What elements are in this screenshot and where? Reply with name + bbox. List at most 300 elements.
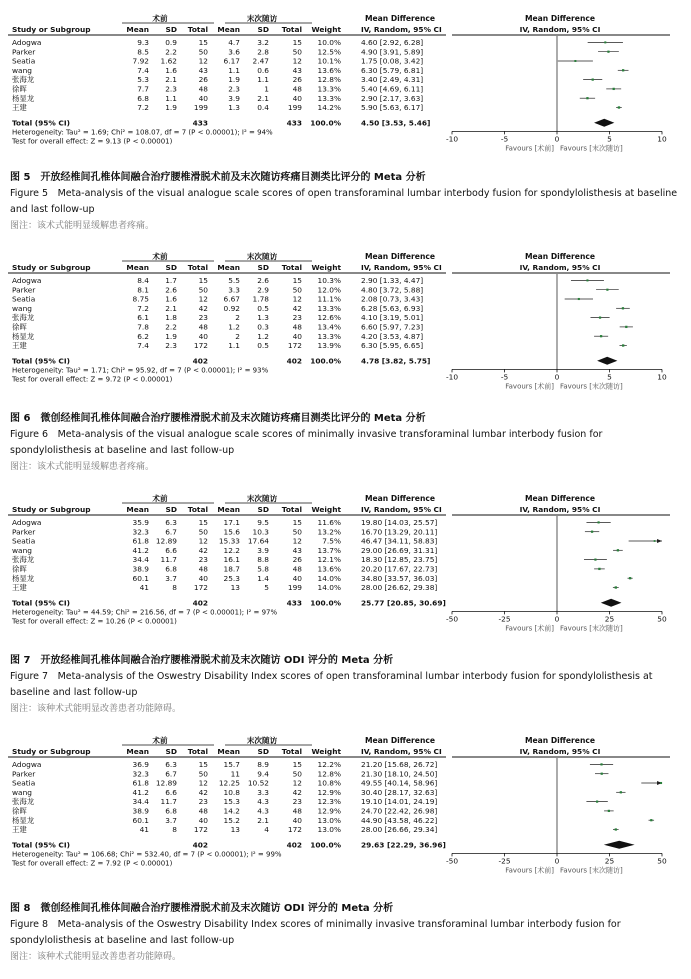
study-sd-pre: 1.8 — [165, 313, 177, 323]
column-header-total-pre: Total — [187, 505, 208, 514]
study-weight: 13.3% — [317, 303, 341, 313]
study-sd-pre: 1.6 — [165, 65, 177, 75]
figure-7-caption-zh: 图 7 开放经椎间孔椎体间融合治疗腰椎滑脱术前及末次随访 ODI 评分的 Meta 分析 — [10, 655, 394, 666]
study-total-post: 12 — [292, 56, 302, 66]
study-sd-pre: 0.9 — [165, 38, 177, 47]
forest-plot-svg-5 — [0, 12, 691, 160]
pooled-effect-diamond — [597, 357, 617, 365]
study-name: Adogwa — [12, 38, 42, 47]
figure-5-caption-en-line2: and last follow-up — [10, 204, 95, 215]
column-header-mean-pre: Mean — [126, 263, 149, 272]
group-header-post: 末次随访 — [246, 252, 278, 261]
study-total-pre: 23 — [198, 797, 208, 807]
md-header-title-left: Mean Difference — [364, 494, 436, 503]
study-mean-post: 12.2 — [223, 545, 240, 555]
x-axis-tick-label: 50 — [657, 614, 667, 624]
x-axis-tick-label: -5 — [500, 134, 509, 144]
study-ci-text: 6.28 [5.63, 6.93] — [361, 303, 424, 313]
column-header-md-method-right: IV, Random, 95% CI — [519, 747, 601, 756]
favours-right-label: Favours [末次随访] — [560, 382, 623, 391]
study-sd-post: 2.6 — [257, 276, 269, 285]
study-point-estimate — [592, 78, 594, 80]
study-ci-text: 46.47 [34.11, 58.83] — [361, 536, 438, 546]
group-header-pre: 术前 — [152, 494, 168, 503]
study-mean-post: 5.5 — [228, 276, 240, 285]
study-name: Adogwa — [12, 760, 42, 769]
forest-plot-figure-7 — [0, 492, 691, 640]
figure-6-caption-block — [10, 412, 680, 474]
heterogeneity-text: Heterogeneity: Tau² = 1.69; Chi² = 108.07, df = 7 (P < 0.00001); I² = 94% — [12, 128, 273, 137]
study-mean-post: 2.3 — [228, 84, 240, 94]
study-mean-post: 3.3 — [228, 285, 240, 295]
study-mean-pre: 34.4 — [132, 797, 149, 807]
total-ci-text: 4.78 [3.82, 5.75] — [361, 356, 431, 366]
figure-6-caption-en-line1: Figure 6 Meta-analysis of the visual analogue scale scores of minimally invasive transforaminal lumbar interbody fusion for — [10, 429, 603, 440]
study-ci-text: 2.90 [2.17, 3.63] — [361, 93, 424, 103]
column-header-weight: Weight — [311, 505, 341, 514]
total-label: Total (95% CI) — [12, 598, 70, 608]
total-label: Total (95% CI) — [12, 356, 70, 366]
study-sd-pre: 6.8 — [165, 806, 177, 816]
study-mean-post: 13 — [230, 583, 240, 593]
study-total-pre: 43 — [198, 65, 208, 75]
study-total-pre: 48 — [198, 322, 208, 332]
study-weight: 10.0% — [317, 38, 341, 47]
total-weight: 100.0% — [310, 356, 341, 366]
study-mean-pre: 7.2 — [137, 103, 149, 113]
study-ci-text: 30.40 [28.17, 32.63] — [361, 787, 438, 797]
study-total-pre: 50 — [198, 769, 208, 779]
study-sd-post: 2.9 — [257, 285, 269, 295]
figure-7-caption-en-line2: baseline and last follow-up — [10, 687, 138, 698]
study-point-estimate — [606, 289, 608, 291]
favours-right-label: Favours [末次随访] — [560, 144, 623, 153]
study-mean-post: 15.3 — [223, 797, 240, 807]
x-axis-tick-label: 0 — [554, 856, 560, 866]
x-axis-tick-label: 25 — [604, 614, 615, 624]
forest-plot-svg-6 — [0, 250, 691, 398]
column-header-study: Study or Subgroup — [12, 747, 91, 756]
study-total-post: 42 — [292, 303, 302, 313]
study-name: 杨显龙 — [12, 93, 35, 103]
study-name: wang — [12, 65, 32, 75]
forest-plot-figure-6 — [0, 250, 691, 398]
study-total-post: 15 — [292, 276, 302, 285]
study-name: Parker — [12, 527, 36, 537]
study-mean-pre: 7.7 — [137, 84, 149, 94]
study-weight: 10.3% — [317, 276, 341, 285]
md-header-title-right: Mean Difference — [524, 736, 596, 745]
study-name: Parker — [12, 285, 36, 295]
study-weight: 14.0% — [317, 583, 341, 593]
study-sd-pre: 2.6 — [165, 285, 177, 295]
study-weight: 12.2% — [317, 760, 341, 769]
study-weight: 12.9% — [317, 806, 341, 816]
column-header-mean-post: Mean — [217, 25, 240, 34]
study-mean-post: 12.25 — [218, 778, 240, 788]
x-axis-tick-label: -25 — [498, 856, 511, 866]
study-ci-text: 1.75 [0.08, 3.42] — [361, 56, 424, 66]
study-sd-pre: 1.1 — [165, 93, 177, 103]
study-name: 徐晖 — [12, 564, 27, 574]
md-header-title-right: Mean Difference — [524, 252, 596, 261]
forest-plot-figure-8 — [0, 734, 691, 882]
study-mean-pre: 5.3 — [137, 75, 149, 85]
study-total-post: 172 — [287, 341, 302, 351]
figure-6-caption-zh: 图 6 微创经椎间孔椎体间融合治疗腰椎滑脱术前及末次随访疼痛目测类比评分的 Meta 分析 — [10, 413, 426, 424]
study-ci-text: 19.10 [14.01, 24.19] — [361, 797, 438, 807]
overall-effect-text: Test for overall effect: Z = 10.26 (P < 0.00001) — [12, 617, 177, 626]
study-total-pre: 15 — [198, 38, 208, 47]
study-total-post: 40 — [292, 93, 302, 103]
study-sd-post: 3.2 — [257, 38, 269, 47]
study-ci-text: 28.00 [26.62, 29.38] — [361, 583, 438, 593]
study-sd-post: 4 — [264, 825, 269, 835]
study-sd-pre: 6.7 — [165, 527, 177, 537]
study-total-post: 48 — [292, 806, 302, 816]
study-sd-post: 8.9 — [257, 760, 269, 769]
column-header-sd-pre: SD — [165, 747, 177, 756]
total-n-post: 402 — [286, 840, 302, 850]
favours-left-label: Favours [术前] — [505, 144, 554, 153]
column-header-total-post: Total — [281, 25, 302, 34]
figure-6-caption-en-line2: spondylolisthesis at baseline and last follow-up — [10, 445, 235, 456]
study-total-pre: 50 — [198, 47, 208, 57]
study-ci-text: 6.30 [5.95, 6.65] — [361, 341, 424, 351]
study-weight: 10.1% — [317, 56, 341, 66]
study-name: 杨显龙 — [12, 331, 35, 341]
study-sd-post: 8.8 — [257, 555, 269, 565]
column-header-md-method-left: IV, Random, 95% CI — [361, 263, 442, 272]
study-ci-text: 4.80 [3.72, 5.88] — [361, 285, 424, 295]
study-total-post: 15 — [292, 760, 302, 769]
study-point-estimate — [625, 326, 627, 328]
study-point-estimate — [591, 531, 593, 533]
group-header-pre: 术前 — [152, 252, 168, 261]
favours-right-label: Favours [末次随访] — [560, 866, 623, 875]
column-header-md-method-right: IV, Random, 95% CI — [519, 263, 601, 272]
study-sd-post: 1.4 — [257, 573, 269, 583]
study-total-pre: 40 — [198, 815, 208, 825]
column-header-sd-post: SD — [257, 263, 269, 272]
column-header-mean-pre: Mean — [126, 747, 149, 756]
column-header-mean-post: Mean — [217, 747, 240, 756]
study-total-pre: 48 — [198, 564, 208, 574]
study-total-pre: 15 — [198, 276, 208, 285]
study-ci-text: 24.70 [22.42, 26.98] — [361, 806, 438, 816]
forest-plot-figure-5 — [0, 12, 691, 160]
study-sd-pre: 6.7 — [165, 769, 177, 779]
study-sd-post: 1.1 — [257, 75, 269, 85]
figure-6-note: 图注：该术式能明显缓解患者疼痛。 — [10, 462, 155, 472]
study-weight: 14.0% — [317, 573, 341, 583]
study-weight: 11.6% — [317, 518, 341, 527]
figure-5-caption-en-line1: Figure 5 Meta-analysis of the visual analogue scale scores of open transforaminal lumbar interbody fusion for spondylolisthesis at baseline — [10, 188, 678, 199]
md-header-title-right: Mean Difference — [524, 14, 596, 23]
study-sd-post: 10.3 — [252, 527, 269, 537]
favours-left-label: Favours [术前] — [505, 382, 554, 391]
study-mean-pre: 7.8 — [137, 322, 149, 332]
study-mean-pre: 60.1 — [132, 573, 149, 583]
study-total-post: 26 — [292, 555, 302, 565]
study-name: 徐晖 — [12, 806, 27, 816]
group-header-post: 末次随访 — [246, 494, 278, 503]
study-sd-post: 0.6 — [257, 65, 269, 75]
study-sd-post: 1.3 — [257, 313, 269, 323]
column-header-sd-post: SD — [257, 505, 269, 514]
study-mean-post: 13 — [230, 825, 240, 835]
total-n-post: 433 — [286, 598, 302, 608]
study-total-pre: 172 — [193, 825, 208, 835]
study-sd-post: 4.3 — [257, 797, 269, 807]
study-weight: 11.1% — [317, 294, 341, 304]
study-mean-post: 25.3 — [223, 573, 240, 583]
study-ci-text: 2.08 [0.73, 3.43] — [361, 294, 424, 304]
study-point-estimate — [618, 106, 620, 108]
study-point-estimate — [617, 549, 619, 551]
study-sd-pre: 12.89 — [155, 778, 177, 788]
study-sd-pre: 2.2 — [165, 322, 177, 332]
total-ci-text: 29.63 [22.29, 36.96] — [361, 840, 446, 850]
overall-effect-text: Test for overall effect: Z = 7.92 (P < 0.00001) — [12, 859, 173, 868]
study-total-post: 23 — [292, 797, 302, 807]
study-sd-post: 1.78 — [252, 294, 269, 304]
study-point-estimate — [574, 60, 576, 62]
study-point-estimate — [613, 88, 615, 90]
study-mean-pre: 6.2 — [137, 331, 149, 341]
study-mean-post: 3.9 — [228, 93, 240, 103]
x-axis-tick-label: 50 — [657, 856, 667, 866]
study-ci-text: 6.30 [5.79, 6.81] — [361, 65, 424, 75]
column-header-weight: Weight — [311, 263, 341, 272]
study-point-estimate — [601, 773, 603, 775]
study-name: Parker — [12, 47, 36, 57]
study-sd-pre: 2.3 — [165, 84, 177, 94]
study-total-post: 48 — [292, 84, 302, 94]
group-header-pre: 术前 — [152, 736, 168, 745]
study-mean-post: 17.1 — [223, 518, 240, 527]
study-total-post: 12 — [292, 294, 302, 304]
total-n-pre: 402 — [192, 356, 208, 366]
study-total-pre: 48 — [198, 84, 208, 94]
study-ci-text: 49.55 [40.14, 58.96] — [361, 778, 438, 788]
figure-5-note: 图注：该术式能明显缓解患者疼痛。 — [10, 221, 155, 231]
study-name: 王建 — [12, 341, 27, 351]
study-mean-pre: 6.1 — [137, 313, 149, 323]
study-sd-pre: 8 — [172, 583, 177, 593]
study-point-estimate — [586, 97, 588, 99]
study-total-post: 199 — [287, 583, 302, 593]
study-sd-pre: 1.6 — [165, 294, 177, 304]
pooled-effect-diamond — [604, 841, 635, 849]
study-total-post: 199 — [287, 103, 302, 113]
study-sd-post: 0.5 — [257, 303, 269, 313]
x-axis-tick-label: 0 — [554, 372, 560, 382]
study-weight: 13.6% — [317, 564, 341, 574]
total-ci-text: 25.77 [20.85, 30.69] — [361, 598, 446, 608]
column-header-total-pre: Total — [187, 25, 208, 34]
study-point-estimate — [604, 41, 606, 43]
study-sd-pre: 1.9 — [165, 103, 177, 113]
figure-8-note: 图注：该种术式能明显改善患者功能障碍。 — [10, 952, 182, 962]
x-axis-tick-label: 25 — [604, 856, 615, 866]
column-header-total-post: Total — [281, 505, 302, 514]
study-sd-post: 2.47 — [252, 56, 269, 66]
column-header-study: Study or Subgroup — [12, 25, 91, 34]
study-sd-post: 2.1 — [257, 93, 269, 103]
column-header-md-method-left: IV, Random, 95% CI — [361, 747, 442, 756]
study-total-pre: 15 — [198, 760, 208, 769]
study-mean-pre: 60.1 — [132, 815, 149, 825]
study-sd-pre: 2.3 — [165, 341, 177, 351]
total-weight: 100.0% — [310, 598, 341, 608]
x-axis-tick-label: -50 — [445, 856, 459, 866]
study-mean-pre: 8.75 — [132, 294, 149, 304]
figure-5-caption-zh: 图 5 开放经椎间孔椎体间融合治疗腰椎滑脱术前及末次随访疼痛目测类比评分的 Meta 分析 — [10, 172, 426, 183]
study-name: 徐晖 — [12, 322, 27, 332]
study-total-post: 50 — [292, 769, 302, 779]
study-total-post: 15 — [292, 38, 302, 47]
study-mean-post: 15.2 — [223, 815, 240, 825]
study-mean-post: 14.2 — [223, 806, 240, 816]
study-point-estimate — [578, 298, 580, 300]
study-total-pre: 172 — [193, 583, 208, 593]
study-name: Seatia — [12, 56, 36, 66]
study-sd-pre: 1.62 — [160, 56, 177, 66]
study-mean-pre: 32.3 — [132, 769, 149, 779]
study-point-estimate — [615, 586, 617, 588]
study-sd-pre: 6.6 — [165, 545, 177, 555]
study-name: 王建 — [12, 583, 27, 593]
study-name: 王建 — [12, 103, 27, 113]
total-n-pre: 402 — [192, 840, 208, 850]
study-total-post: 43 — [292, 545, 302, 555]
study-point-estimate — [594, 559, 596, 561]
study-ci-text: 2.90 [1.33, 4.47] — [361, 276, 424, 285]
study-sd-pre: 6.8 — [165, 564, 177, 574]
column-header-weight: Weight — [311, 747, 341, 756]
study-ci-text: 21.20 [15.68, 26.72] — [361, 760, 438, 769]
study-mean-pre: 7.92 — [132, 56, 149, 66]
total-n-post: 433 — [286, 118, 302, 128]
favours-right-label: Favours [末次随访] — [560, 624, 623, 633]
study-sd-pre: 1.9 — [165, 331, 177, 341]
study-ci-text: 6.60 [5.97, 7.23] — [361, 322, 424, 332]
study-point-estimate — [608, 810, 610, 812]
study-weight: 13.6% — [317, 65, 341, 75]
study-ci-text: 5.40 [4.69, 6.11] — [361, 84, 424, 94]
study-ci-text: 21.30 [18.10, 24.50] — [361, 769, 438, 779]
study-sd-pre: 2.2 — [165, 47, 177, 57]
study-weight: 10.8% — [317, 778, 341, 788]
study-point-estimate — [596, 801, 598, 803]
study-total-post: 50 — [292, 527, 302, 537]
study-total-pre: 42 — [198, 787, 208, 797]
column-header-md-method-right: IV, Random, 95% CI — [519, 25, 601, 34]
study-name: 张海龙 — [12, 75, 35, 85]
overall-effect-text: Test for overall effect: Z = 9.72 (P < 0.00001) — [12, 375, 173, 384]
study-sd-post: 2.1 — [257, 815, 269, 825]
study-mean-post: 10.8 — [223, 787, 240, 797]
study-weight: 13.4% — [317, 322, 341, 332]
study-total-pre: 50 — [198, 285, 208, 295]
study-total-post: 172 — [287, 825, 302, 835]
study-sd-pre: 3.7 — [165, 573, 177, 583]
column-header-total-pre: Total — [187, 263, 208, 272]
study-mean-post: 6.17 — [223, 56, 240, 66]
study-mean-pre: 41.2 — [132, 545, 149, 555]
total-weight: 100.0% — [310, 118, 341, 128]
study-total-pre: 15 — [198, 518, 208, 527]
total-label: Total (95% CI) — [12, 840, 70, 850]
total-n-pre: 433 — [192, 118, 208, 128]
study-weight: 13.7% — [317, 545, 341, 555]
favours-left-label: Favours [术前] — [505, 866, 554, 875]
study-mean-pre: 7.4 — [137, 65, 149, 75]
study-total-pre: 12 — [198, 778, 208, 788]
study-sd-pre: 11.7 — [160, 797, 177, 807]
study-total-pre: 199 — [193, 103, 208, 113]
study-total-pre: 40 — [198, 93, 208, 103]
study-weight: 13.2% — [317, 527, 341, 537]
study-total-post: 50 — [292, 285, 302, 295]
figure-8-caption-zh: 图 8 微创经椎间孔椎体间融合治疗腰椎滑脱术前及末次随访 ODI 评分的 Meta 分析 — [10, 903, 394, 914]
study-point-estimate — [607, 51, 609, 53]
study-mean-post: 3.6 — [228, 47, 240, 57]
column-header-md-method-left: IV, Random, 95% CI — [361, 505, 442, 514]
study-ci-text: 44.90 [43.58, 46.22] — [361, 815, 438, 825]
study-mean-pre: 7.2 — [137, 303, 149, 313]
study-point-estimate — [622, 344, 624, 346]
column-header-mean-post: Mean — [217, 505, 240, 514]
study-sd-pre: 6.3 — [165, 760, 177, 769]
study-ci-text: 20.20 [17.67, 22.73] — [361, 564, 438, 574]
total-n-pre: 402 — [192, 598, 208, 608]
study-total-pre: 48 — [198, 806, 208, 816]
study-total-pre: 23 — [198, 555, 208, 565]
study-total-pre: 26 — [198, 75, 208, 85]
figure-7-caption-block — [10, 654, 680, 716]
study-sd-pre: 6.6 — [165, 787, 177, 797]
study-weight: 12.6% — [317, 313, 341, 323]
x-axis-tick-label: 5 — [607, 134, 612, 144]
x-axis-tick-label: 5 — [607, 372, 612, 382]
column-header-total-pre: Total — [187, 747, 208, 756]
study-weight: 13.3% — [317, 93, 341, 103]
study-name: Adogwa — [12, 518, 42, 527]
study-total-pre: 12 — [198, 536, 208, 546]
study-weight: 7.5% — [322, 536, 341, 546]
column-header-md-method-left: IV, Random, 95% CI — [361, 25, 442, 34]
x-axis-tick-label: 10 — [657, 372, 667, 382]
study-sd-post: 4.3 — [257, 806, 269, 816]
total-ci-text: 4.50 [3.53, 5.46] — [361, 118, 431, 128]
study-weight: 12.5% — [317, 47, 341, 57]
study-total-pre: 42 — [198, 545, 208, 555]
study-name: 杨显龙 — [12, 815, 35, 825]
study-total-pre: 12 — [198, 294, 208, 304]
study-total-pre: 50 — [198, 527, 208, 537]
study-mean-pre: 38.9 — [132, 564, 149, 574]
study-point-estimate — [600, 763, 602, 765]
study-name: Adogwa — [12, 276, 42, 285]
study-mean-post: 1.3 — [228, 103, 240, 113]
study-sd-post: 3.3 — [257, 787, 269, 797]
study-mean-post: 15.6 — [223, 527, 240, 537]
study-mean-pre: 38.9 — [132, 806, 149, 816]
study-weight: 14.2% — [317, 103, 341, 113]
study-sd-post: 10.52 — [247, 778, 269, 788]
